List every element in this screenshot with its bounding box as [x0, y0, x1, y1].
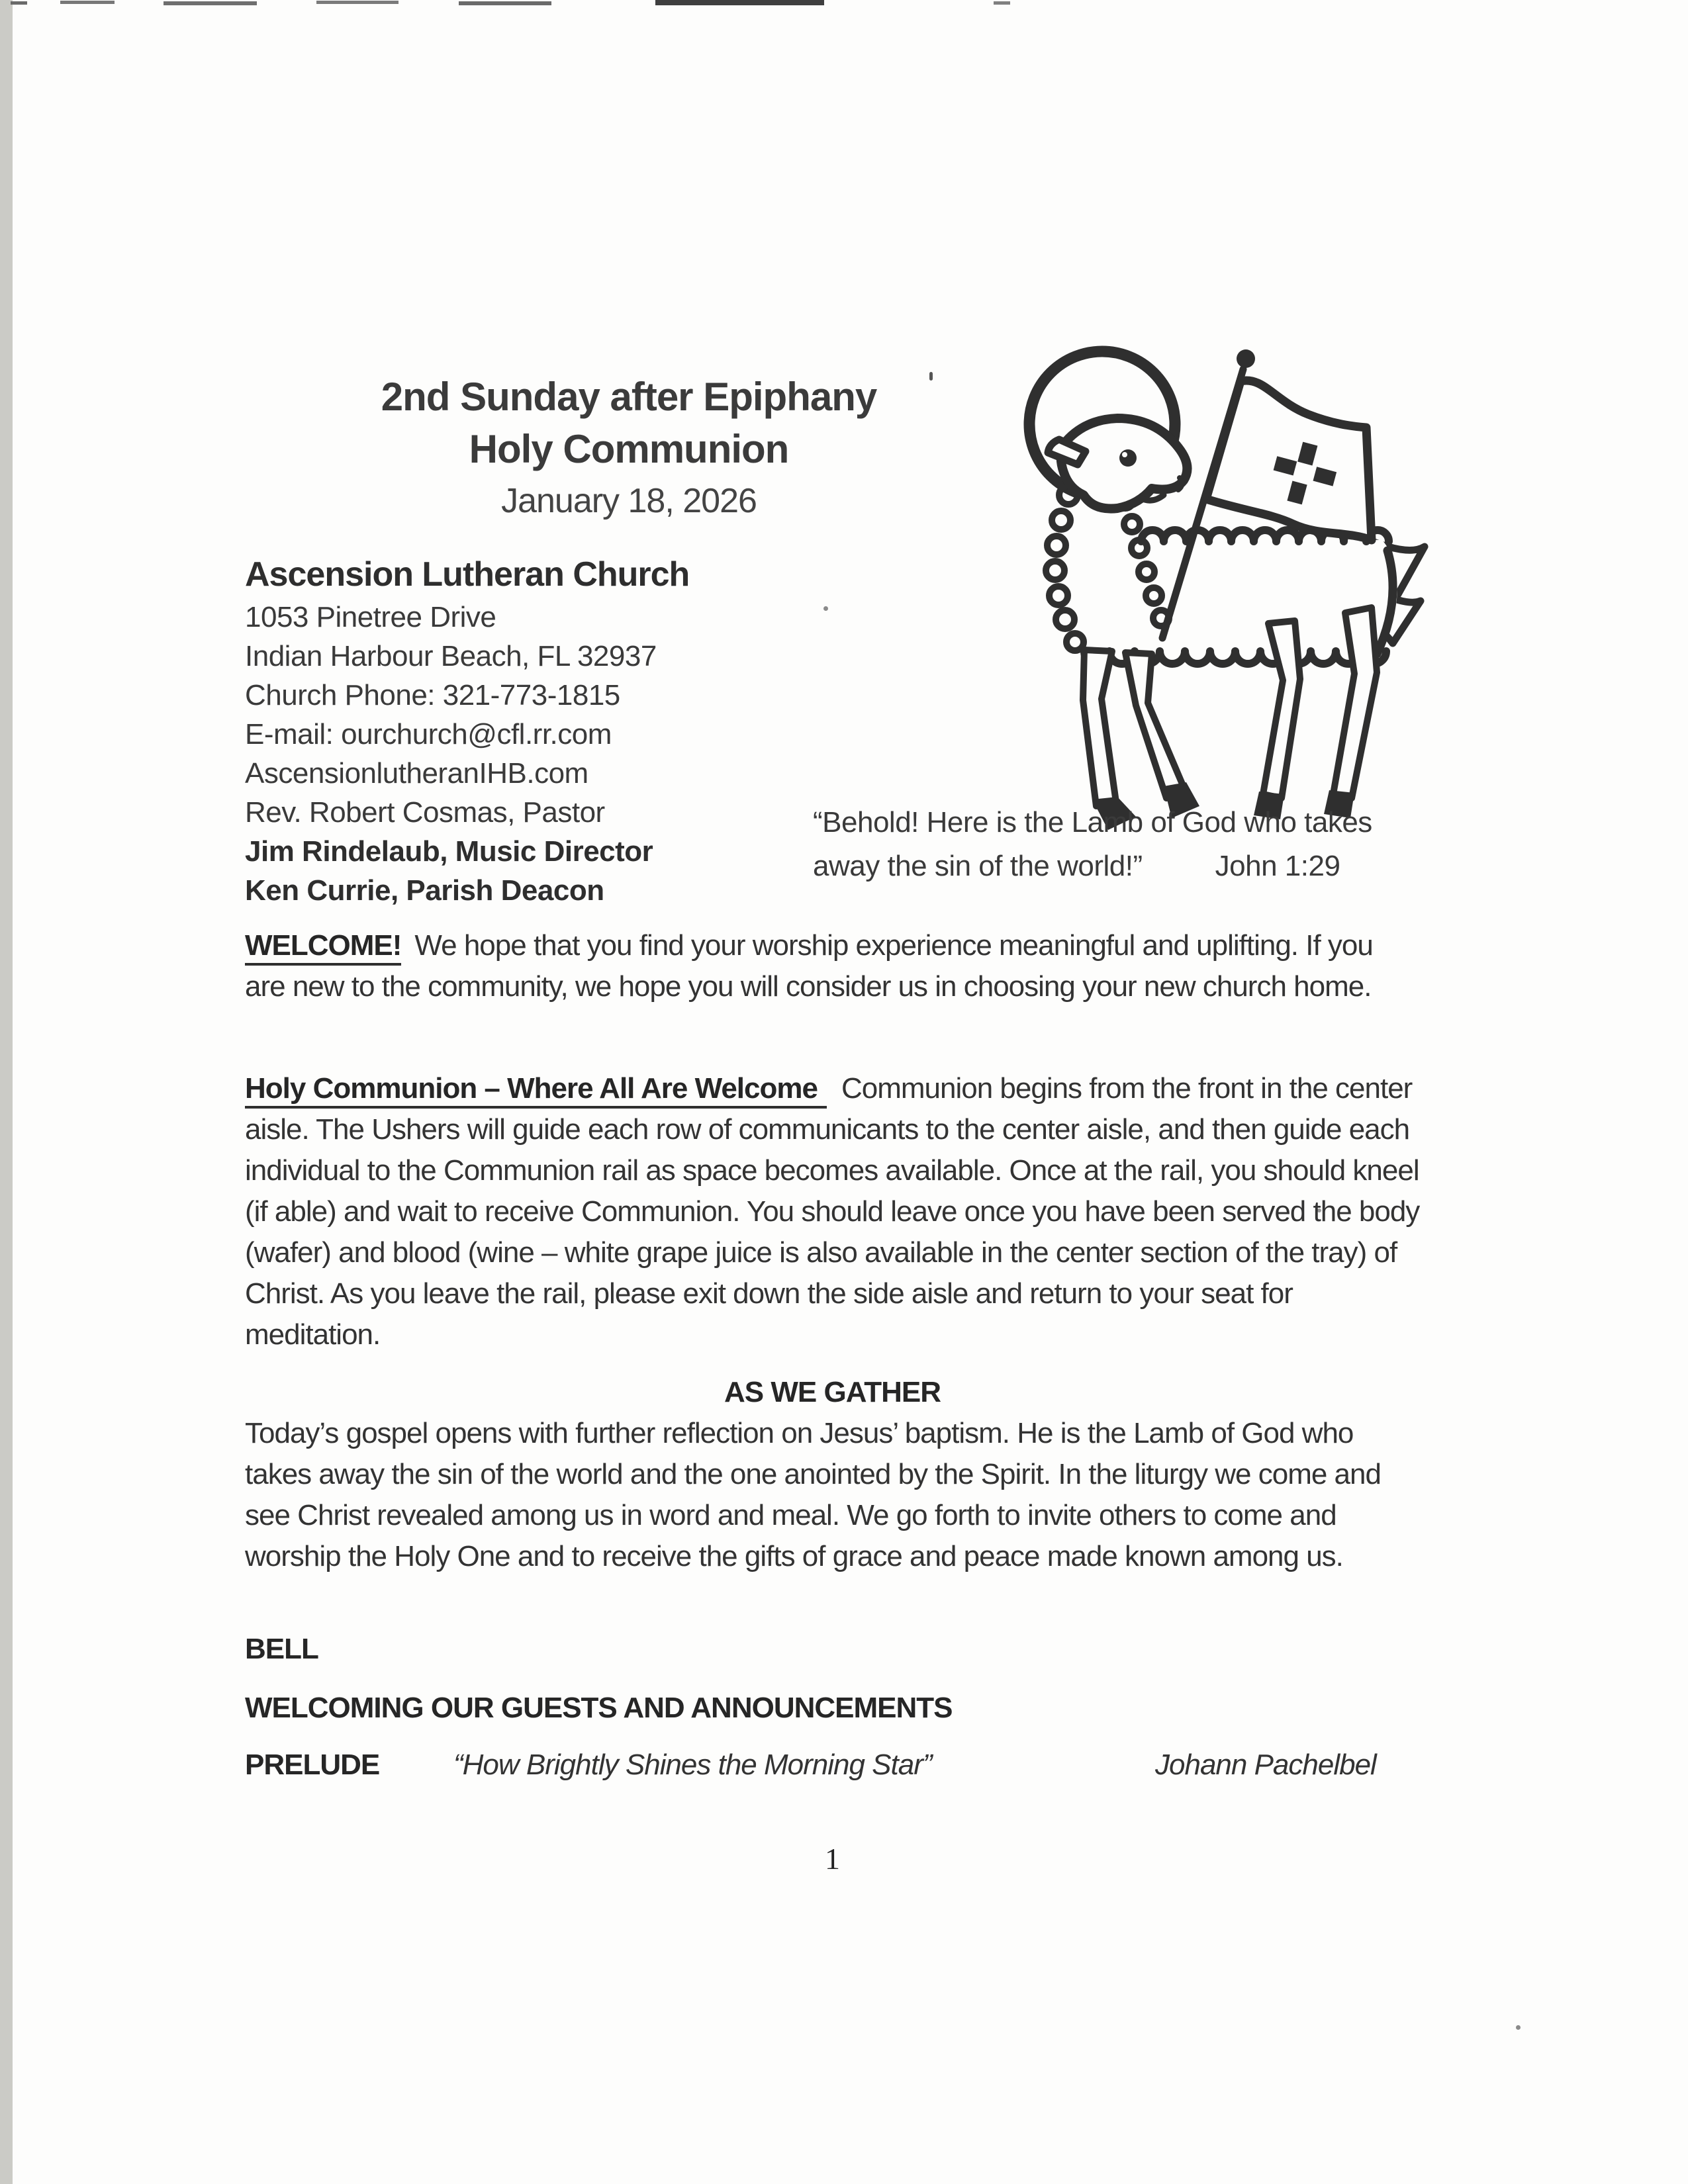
church-address-line2: Indian Harbour Beach, FL 32937 — [245, 640, 657, 672]
communion-text: Communion begins from the front in the center aisle. The Ushers will guide each row of communicants to the center aisle, and then guide each individual to the Communion rail as space becomes available. Once at the rail, you should kneel (if able) and wait to receive Communion. You should leave once you have been served the body (wafer) and blood (wine – white grape juice is also available in the center section of the tray) of Christ. As you leave the rail, please exit down the side aisle and return to your seat for meditation. — [245, 1072, 1420, 1351]
church-pastor: Rev. Robert Cosmas, Pastor — [245, 796, 605, 829]
communion-paragraph — [245, 1068, 1420, 1355]
bulletin-title-block — [245, 371, 1013, 527]
page-number: 1 — [825, 1842, 840, 1876]
church-website: AscensionlutheranIHB.com — [245, 757, 588, 790]
as-we-gather-heading: AS WE GATHER — [724, 1376, 941, 1408]
church-name: Ascension Lutheran Church — [245, 555, 690, 594]
lamb-eye-icon — [1119, 449, 1137, 467]
scan-artifact — [316, 1, 399, 4]
prelude-label: PRELUDE — [245, 1749, 380, 1781]
bell-line: BELL — [245, 1633, 318, 1665]
church-deacon: Ken Currie, Parish Deacon — [245, 874, 604, 907]
lamb-of-god-illustration — [985, 322, 1430, 842]
scripture-reference: John 1:29 — [1215, 850, 1340, 882]
scan-artifact — [11, 1, 27, 5]
scan-artifact — [60, 1, 115, 4]
as-we-gather-text: Today’s gospel opens with further reflection on Jesus’ baptism. He is the Lamb of God who takes away the sin of the world and the one anointed by the Spirit. In the liturgy we come and see Christ revealed among us in word and meal. We go forth to invite others to come and worship the Holy One and to receive the gifts of grace and peace made known among us. — [245, 1417, 1381, 1572]
communion-label: Holy Communion – Where All Are Welcome — [245, 1072, 827, 1109]
church-music-director: Jim Rindelaub, Music Director — [245, 835, 653, 868]
scan-border-band — [0, 0, 13, 2184]
service-date: January 18, 2026 — [501, 482, 757, 520]
welcome-label: WELCOME! — [245, 929, 401, 966]
prelude-hymn-title: “How Brightly Shines the Morning Star” — [453, 1749, 932, 1781]
title-line-2: Holy Communion — [469, 427, 789, 471]
church-email: E-mail: ourchurch@cfl.rr.com — [245, 718, 612, 751]
welcome-paragraph — [245, 925, 1420, 1007]
scripture-quote-text: “Behold! Here is the Lamb of God who takes away the sin of the world!” — [813, 806, 1372, 882]
scan-artifact — [164, 1, 257, 5]
church-address-line1: 1053 Pinetree Drive — [245, 601, 496, 633]
scan-speck — [1516, 2025, 1521, 2030]
title-line-1: 2nd Sunday after Epiphany — [381, 375, 877, 419]
prelude-composer: Johann Pachelbel — [1155, 1749, 1376, 1781]
as-we-gather-section — [245, 1372, 1420, 1577]
scan-artifact — [459, 1, 551, 5]
welcome-text: We hope that you find your worship experience meaningful and uplifting. If you are new to the community, we hope you will consider us in choosing your new church home. — [245, 929, 1373, 1003]
staff-finial-icon — [1237, 349, 1255, 368]
welcoming-announcements-line: WELCOMING OUR GUESTS AND ANNOUNCEMENTS — [245, 1692, 953, 1724]
scan-artifact — [994, 1, 1010, 5]
scan-artifact — [655, 0, 824, 5]
scripture-quote — [813, 801, 1415, 888]
church-phone: Church Phone: 321-773-1815 — [245, 679, 620, 711]
prelude-row — [245, 1745, 1420, 1786]
